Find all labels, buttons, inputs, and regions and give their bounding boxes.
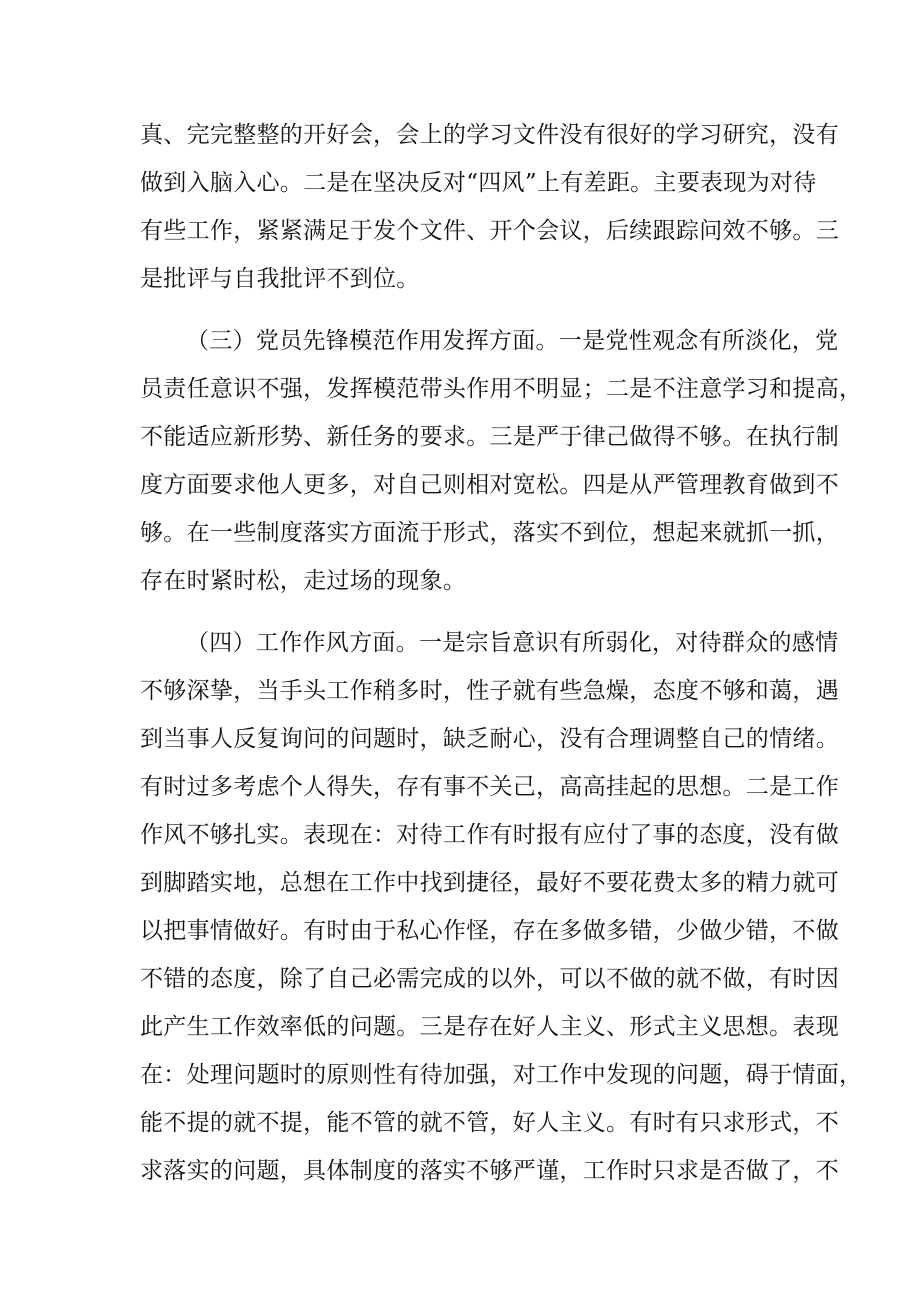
text-line: 有些工作，紧紧满足于发个文件、开个会议，后续跟踪问效不够。三 xyxy=(140,218,839,244)
text-line: 够。在一些制度落实方面流于形式，落实不到位，想起来就抓一抓， xyxy=(140,520,839,546)
text-line: 度方面要求他人更多，对自己则相对宽松。四是从严管理教育做到不 xyxy=(140,472,839,498)
text-line: 不错的态度，除了自己必需完成的以外，可以不做的就不做，有时因 xyxy=(140,966,839,992)
text-line: 做到入脑入心。二是在坚决反对“四风”上有差距。主要表现为对待 xyxy=(140,170,817,196)
text-line: 到脚踏实地，总想在工作中找到捷径，最好不要花费太多的精力就可 xyxy=(140,870,839,896)
text-line: 有时过多考虑个人得失，存有事不关己，高高挂起的思想。二是工作 xyxy=(140,774,839,800)
text-line: 存在时紧时松，走过场的现象。 xyxy=(140,568,467,594)
text-line: （三）党员先锋模范作用发挥方面。一是党性观念有所淡化，党 xyxy=(186,328,839,354)
text-line: 以把事情做好。有时由于私心作怪，存在多做多错，少做少错，不做 xyxy=(140,918,839,944)
text-line: 能不提的就不提，能不管的就不管，好人主义。有时有只求形式，不 xyxy=(140,1110,839,1136)
text-line: 作风不够扎实。表现在：对待工作有时报有应付了事的态度，没有做 xyxy=(140,822,839,848)
text-line: 此产生工作效率低的问题。三是存在好人主义、形式主义思想。表现 xyxy=(140,1014,839,1040)
text-line: 员责任意识不强，发挥模范带头作用不明显；二是不注意学习和提高， xyxy=(140,376,863,402)
text-line: 在：处理问题时的原则性有待加强，对工作中发现的问题，碍于情面， xyxy=(140,1062,863,1088)
text-line: 不能适应新形势、新任务的要求。三是严于律己做得不够。在执行制 xyxy=(140,424,839,450)
text-line: （四）工作作风方面。一是宗旨意识有所弱化，对待群众的感情 xyxy=(186,630,839,656)
text-line: 真、完完整整的开好会，会上的学习文件没有很好的学习研究，没有 xyxy=(140,122,839,148)
text-line: 到当事人反复询问的问题时，缺乏耐心，没有合理调整自己的情绪。 xyxy=(140,726,839,752)
text-line: 是批评与自我批评不到位。 xyxy=(140,266,420,292)
text-line: 求落实的问题，具体制度的落实不够严谨，工作时只求是否做了，不 xyxy=(140,1158,839,1184)
text-line: 不够深挚，当手头工作稍多时，性子就有些急燥，态度不够和蔼，遇 xyxy=(140,678,839,704)
